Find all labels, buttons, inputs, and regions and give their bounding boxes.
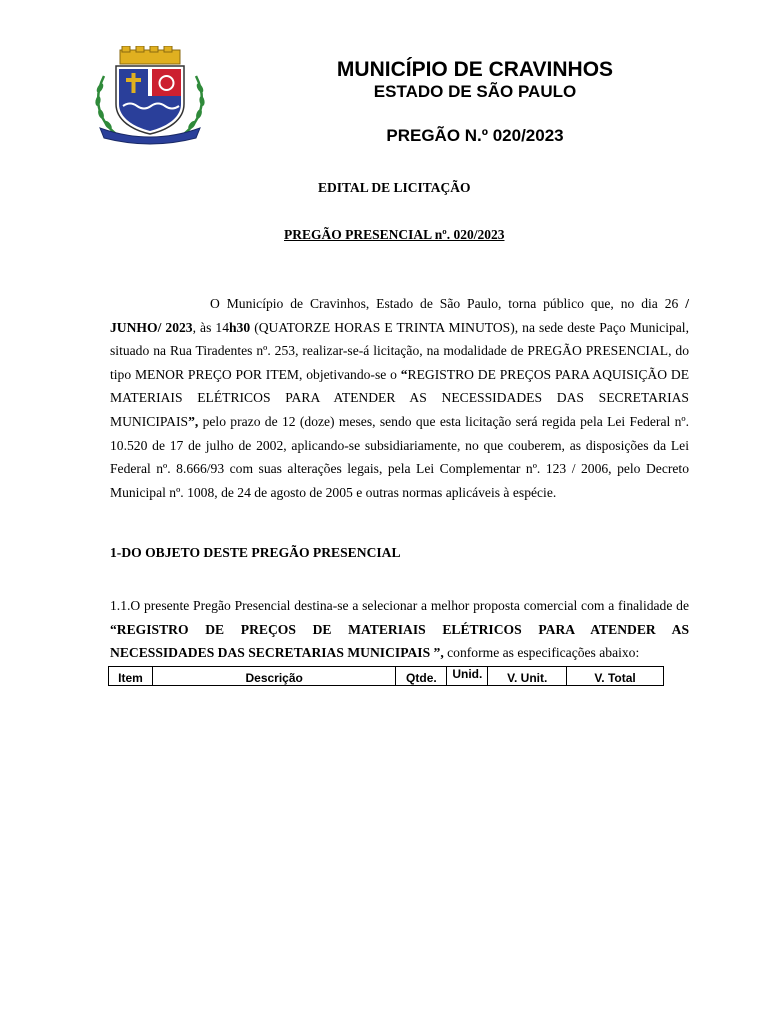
col-total-value: V. Total <box>567 667 664 686</box>
col-unit: Unid. <box>447 667 488 686</box>
intro-date: / JUNHO/ 2023 <box>110 296 689 335</box>
intro-close-quote: ”, <box>188 413 199 429</box>
document-title: EDITAL DE LICITAÇÃO <box>318 180 471 195</box>
municipality-name: MUNICÍPIO DE CRAVINHOS <box>336 58 614 81</box>
table-header-row <box>109 667 664 686</box>
object-paragraph <box>110 594 689 665</box>
object-text-1: 1.1.O presente Pregão Presencial destina-se a selecionar a melhor proposta comercial com a finalidade de <box>110 598 689 613</box>
items-table <box>108 666 664 686</box>
intro-object: REGISTRO DE PREÇOS PARA AQUISIÇÃO DE MATERIAIS ELÉTRICOS PARA ATENDER AS NECESSIDADES DAS SECRETARIAS MUNICIPAIS <box>110 366 689 429</box>
col-quantity: Qtde. <box>396 667 447 686</box>
object-bold-text: “REGISTRO DE PREÇOS DE MATERIAIS ELÉTRICOS PARA ATENDER AS NECESSIDADES DAS SECRETARIAS MUNICIPAIS ”, <box>110 621 689 661</box>
state-name: ESTADO DE SÃO PAULO <box>373 82 577 101</box>
intro-text-5: (QUATORZE HORAS E TRINTA MINUTOS), na sede deste Paço Municipal, situado na Rua Tiradentes nº. 253, realizar-se-á licitação, na modalidade de PREGÃO PRESENCIAL, do tipo MENOR PREÇO POR ITEM, objetivando-se o <box>110 319 689 382</box>
intro-text-9: pelo prazo de 12 (doze) meses, sendo que esta licitação será regida pela Lei Federal nº. 10.520 de 17 de julho de 2002, aplicando-se subsidiariamente, no que couberem, as disposições da Lei Federal nº. 8.666/93 com suas alterações legais, pela Lei Complementar nº. 123 / 2006, pelo Decreto Municipal nº. 1008, de 24 de agosto de 2005 e outras normas aplicáveis à espécie. <box>110 413 689 500</box>
document-subtitle: PREGÃO PRESENCIAL nº. 020/2023 <box>284 227 505 242</box>
intro-time: h30 <box>229 319 251 335</box>
object-text-3: conforme as especificações abaixo: <box>443 645 640 661</box>
col-unit-value: V. Unit. <box>488 667 567 686</box>
col-item: Item <box>109 667 153 686</box>
col-description: Descrição <box>152 667 395 686</box>
intro-text-3: , às 14 <box>192 319 229 335</box>
section-heading: 1-DO OBJETO DESTE PREGÃO PRESENCIAL <box>110 545 401 560</box>
coat-of-arms-icon <box>90 46 210 146</box>
auction-number: PREGÃO N.º 020/2023 <box>386 126 564 145</box>
intro-paragraph <box>110 292 689 504</box>
intro-text-1: O Município de Cravinhos, Estado de São Paulo, torna público que, no dia 26 <box>210 296 686 311</box>
intro-open-quote: “ <box>400 366 408 382</box>
